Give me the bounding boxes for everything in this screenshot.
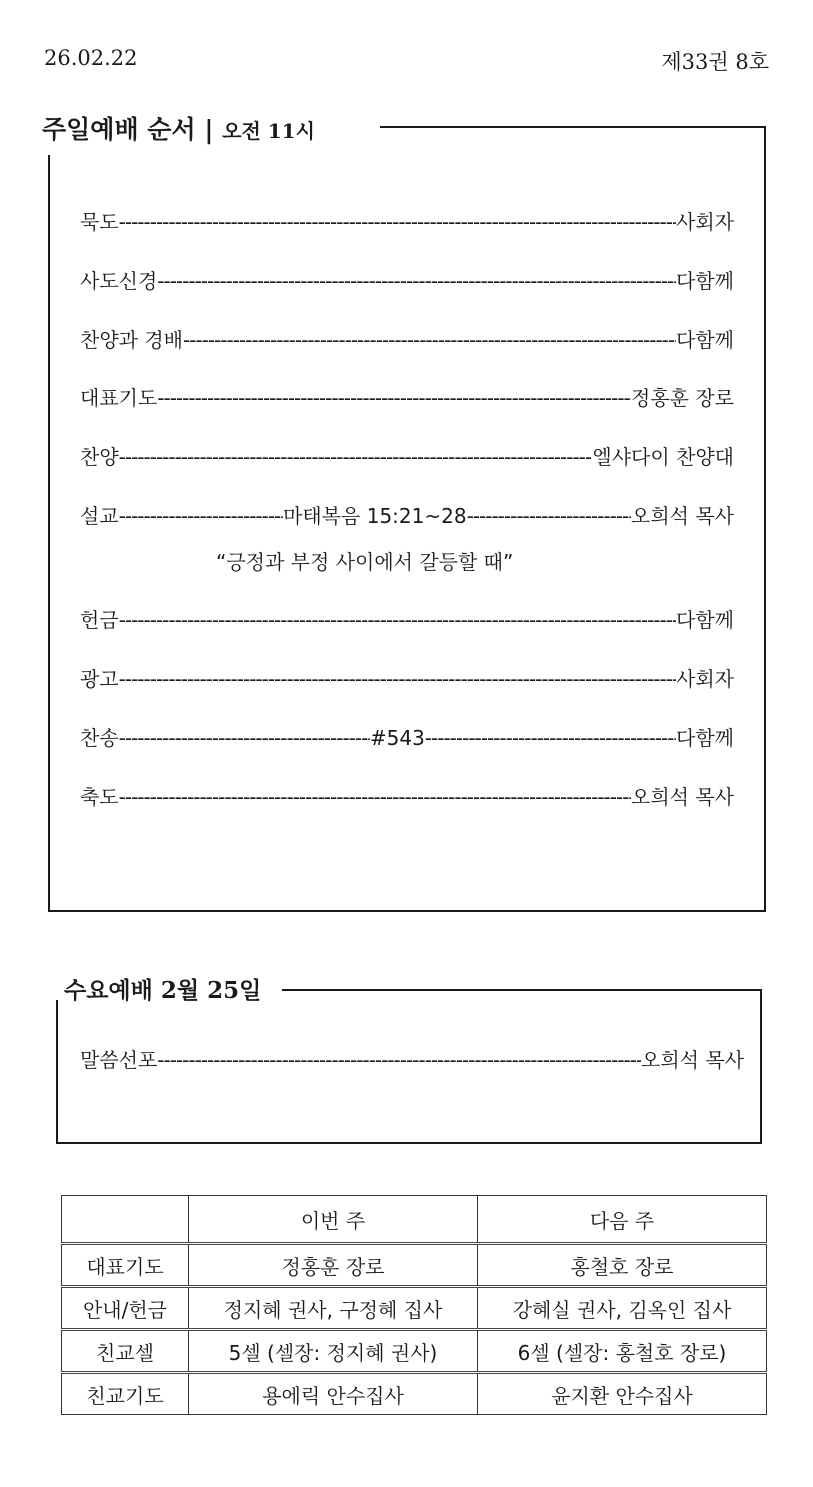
sunday-box-border-left (48, 155, 50, 912)
order-item-label: 말씀선포 (80, 1048, 158, 1072)
dotted-leader (119, 726, 370, 750)
dotted-leader (157, 386, 631, 410)
order-item-leader: 다함께 (676, 726, 734, 750)
order-item-representative-prayer (80, 382, 734, 410)
order-item-leader: 다함께 (676, 608, 734, 632)
table-cell-next-week: 윤지환 안수집사 (478, 1373, 767, 1415)
table-row (62, 1373, 767, 1415)
sunday-box-border-right (764, 126, 766, 912)
table-cell-next-week: 홍철호 장로 (478, 1244, 767, 1287)
dotted-leader (157, 1048, 641, 1072)
order-item-sermon-proclamation (80, 1044, 744, 1072)
order-item-label: 찬양 (80, 445, 119, 469)
order-item-offering (80, 604, 734, 632)
order-item-leader: 사회자 (676, 667, 734, 691)
order-item-leader: 오희석 목사 (631, 785, 734, 809)
order-item-silent-prayer (80, 206, 734, 234)
table-cell-role: 친교셀 (62, 1330, 189, 1373)
table-row (62, 1287, 767, 1330)
order-item-leader: 다함께 (676, 328, 734, 352)
dotted-leader (183, 328, 676, 352)
wednesday-service-title: 수요예배 2월 25일 (64, 977, 262, 1004)
order-item-leader: 오희석 목사 (641, 1048, 744, 1072)
order-item-choir (80, 441, 734, 469)
table-row (62, 1244, 767, 1287)
order-item-label: 설교 (80, 504, 119, 528)
table-cell-this-week: 정지혜 권사, 구정혜 집사 (189, 1287, 478, 1330)
dotted-leader (425, 726, 676, 750)
order-item-leader: 엘샤다이 찬양대 (592, 445, 734, 469)
table-cell-this-week: 5셀 (셀장: 정지혜 권사) (189, 1330, 478, 1373)
dotted-leader (157, 269, 676, 293)
table-cell-next-week: 강혜실 권사, 김옥인 집사 (478, 1287, 767, 1330)
sunday-box-border-bottom (48, 910, 766, 912)
table-cell-next-week: 6셀 (셀장: 홍철호 장로) (478, 1330, 767, 1373)
table-cell-role: 안내/헌금 (62, 1287, 189, 1330)
dotted-leader (119, 785, 631, 809)
table-header-cell (62, 1196, 189, 1244)
order-item-sermon (80, 500, 734, 528)
order-item-hymn (80, 722, 734, 750)
dotted-leader (119, 667, 676, 691)
order-item-label: 대표기도 (80, 386, 158, 410)
order-item-benediction (80, 781, 734, 809)
table-cell-role: 대표기도 (62, 1244, 189, 1287)
table-row (62, 1330, 767, 1373)
order-item-leader: 오희석 목사 (631, 504, 734, 528)
order-item-leader: 정홍훈 장로 (631, 386, 734, 410)
order-item-label: 묵도 (80, 210, 119, 234)
order-item-label: 사도신경 (80, 269, 158, 293)
wednesday-box-border-right (760, 989, 762, 1144)
dotted-leader (119, 608, 676, 632)
table-header-this-week: 이번 주 (189, 1196, 478, 1244)
table-header-row (62, 1196, 767, 1244)
order-item-label: 광고 (80, 667, 119, 691)
bulletin-date: 26.02.22 (44, 46, 138, 70)
table-header-next-week: 다음 주 (478, 1196, 767, 1244)
order-item-label: 찬송 (80, 726, 119, 750)
dotted-leader (119, 504, 283, 528)
order-item-leader: 사회자 (676, 210, 734, 234)
title-separator: | (204, 115, 214, 144)
dotted-leader (119, 210, 676, 234)
table-cell-this-week: 용에릭 안수집사 (189, 1373, 478, 1415)
service-time: 오전 11시 (222, 119, 315, 143)
wednesday-box-border-top (282, 989, 762, 991)
wednesday-box-border-bottom (56, 1142, 762, 1144)
duty-roster-table (61, 1195, 767, 1415)
order-item-label: 찬양과 경배 (80, 328, 183, 352)
order-item-label: 축도 (80, 785, 119, 809)
order-item-announcements (80, 663, 734, 691)
table-cell-this-week: 정홍훈 장로 (189, 1244, 478, 1287)
order-item-apostles-creed (80, 265, 734, 293)
hymn-number: #543 (369, 726, 425, 750)
sunday-service-heading (42, 110, 315, 146)
sunday-box-border-top (380, 126, 766, 128)
dotted-leader (119, 445, 593, 469)
volume-number: 제33권 8호 (661, 50, 769, 74)
table-cell-role: 친교기도 (62, 1373, 189, 1415)
dotted-leader (467, 504, 631, 528)
sermon-scripture: 마태복음 15:21~28 (283, 504, 467, 528)
sunday-service-title: 주일예배 순서 (42, 115, 196, 144)
order-item-leader: 다함께 (676, 269, 734, 293)
sermon-title: “긍정과 부정 사이에서 갈등할 때” (216, 550, 514, 574)
wednesday-box-border-left (56, 1000, 58, 1144)
order-item-label: 헌금 (80, 608, 119, 632)
order-item-praise-worship (80, 324, 734, 352)
